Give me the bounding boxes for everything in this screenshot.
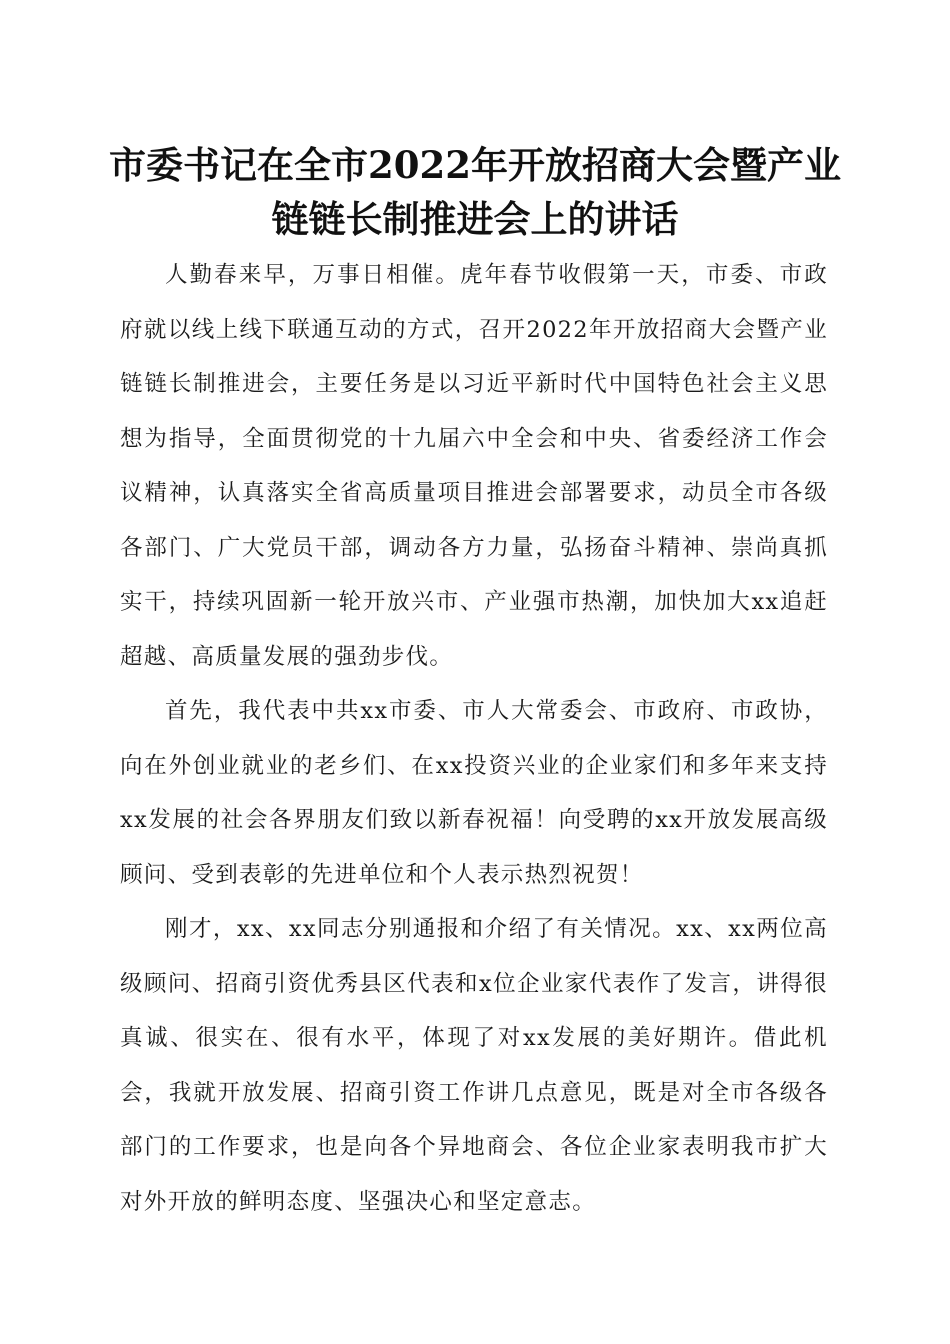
paragraph-2: 首先，我代表中共xx市委、市人大常委会、市政府、市政协，向在外创业就业的老乡们、在xx投资兴业的企业家们和多年来支持xx发展的社会各界朋友们致以新春祝福！向受聘的xx开放发展高级顾问、受到表彰的先进单位和个人表示热烈祝贺！ <box>120 698 828 888</box>
document-body <box>120 248 828 1229</box>
paragraph-1: 人勤春来早，万事日相催。虎年春节收假第一天，市委、市政府就以线上线下联通互动的方式，召开2022年开放招商大会暨产业链链长制推进会，主要任务是以习近平新时代中国特色社会主义思想为指导，全面贯彻党的十九届六中全会和中央、省委经济工作会议精神，认真落实全省高质量项目推进会部署要求，动员全市各级各部门、广大党员干部，调动各方力量，弘扬奋斗精神、崇尚真抓实干，持续巩固新一轮开放兴市、产业强市热潮，加快加大xx追赶超越、高质量发展的强劲步伐。 <box>120 262 828 670</box>
paragraph-3: 刚才，xx、xx同志分别通报和介绍了有关情况。xx、xx两位高级顾问、招商引资优秀县区代表和x位企业家代表作了发言，讲得很真诚、很实在、很有水平，体现了对xx发展的美好期许。借此机会，我就开放发展、招商引资工作讲几点意见，既是对全市各级各部门的工作要求，也是向各个异地商会、各位企业家表明我市扩大对外开放的鲜明态度、坚强决心和坚定意志。 <box>120 916 828 1215</box>
title-line-2: 链链长制推进会上的讲话 <box>271 197 679 241</box>
document-title <box>100 138 850 246</box>
title-line-1: 市委书记在全市2022年开放招商大会暨产业 <box>109 143 841 187</box>
